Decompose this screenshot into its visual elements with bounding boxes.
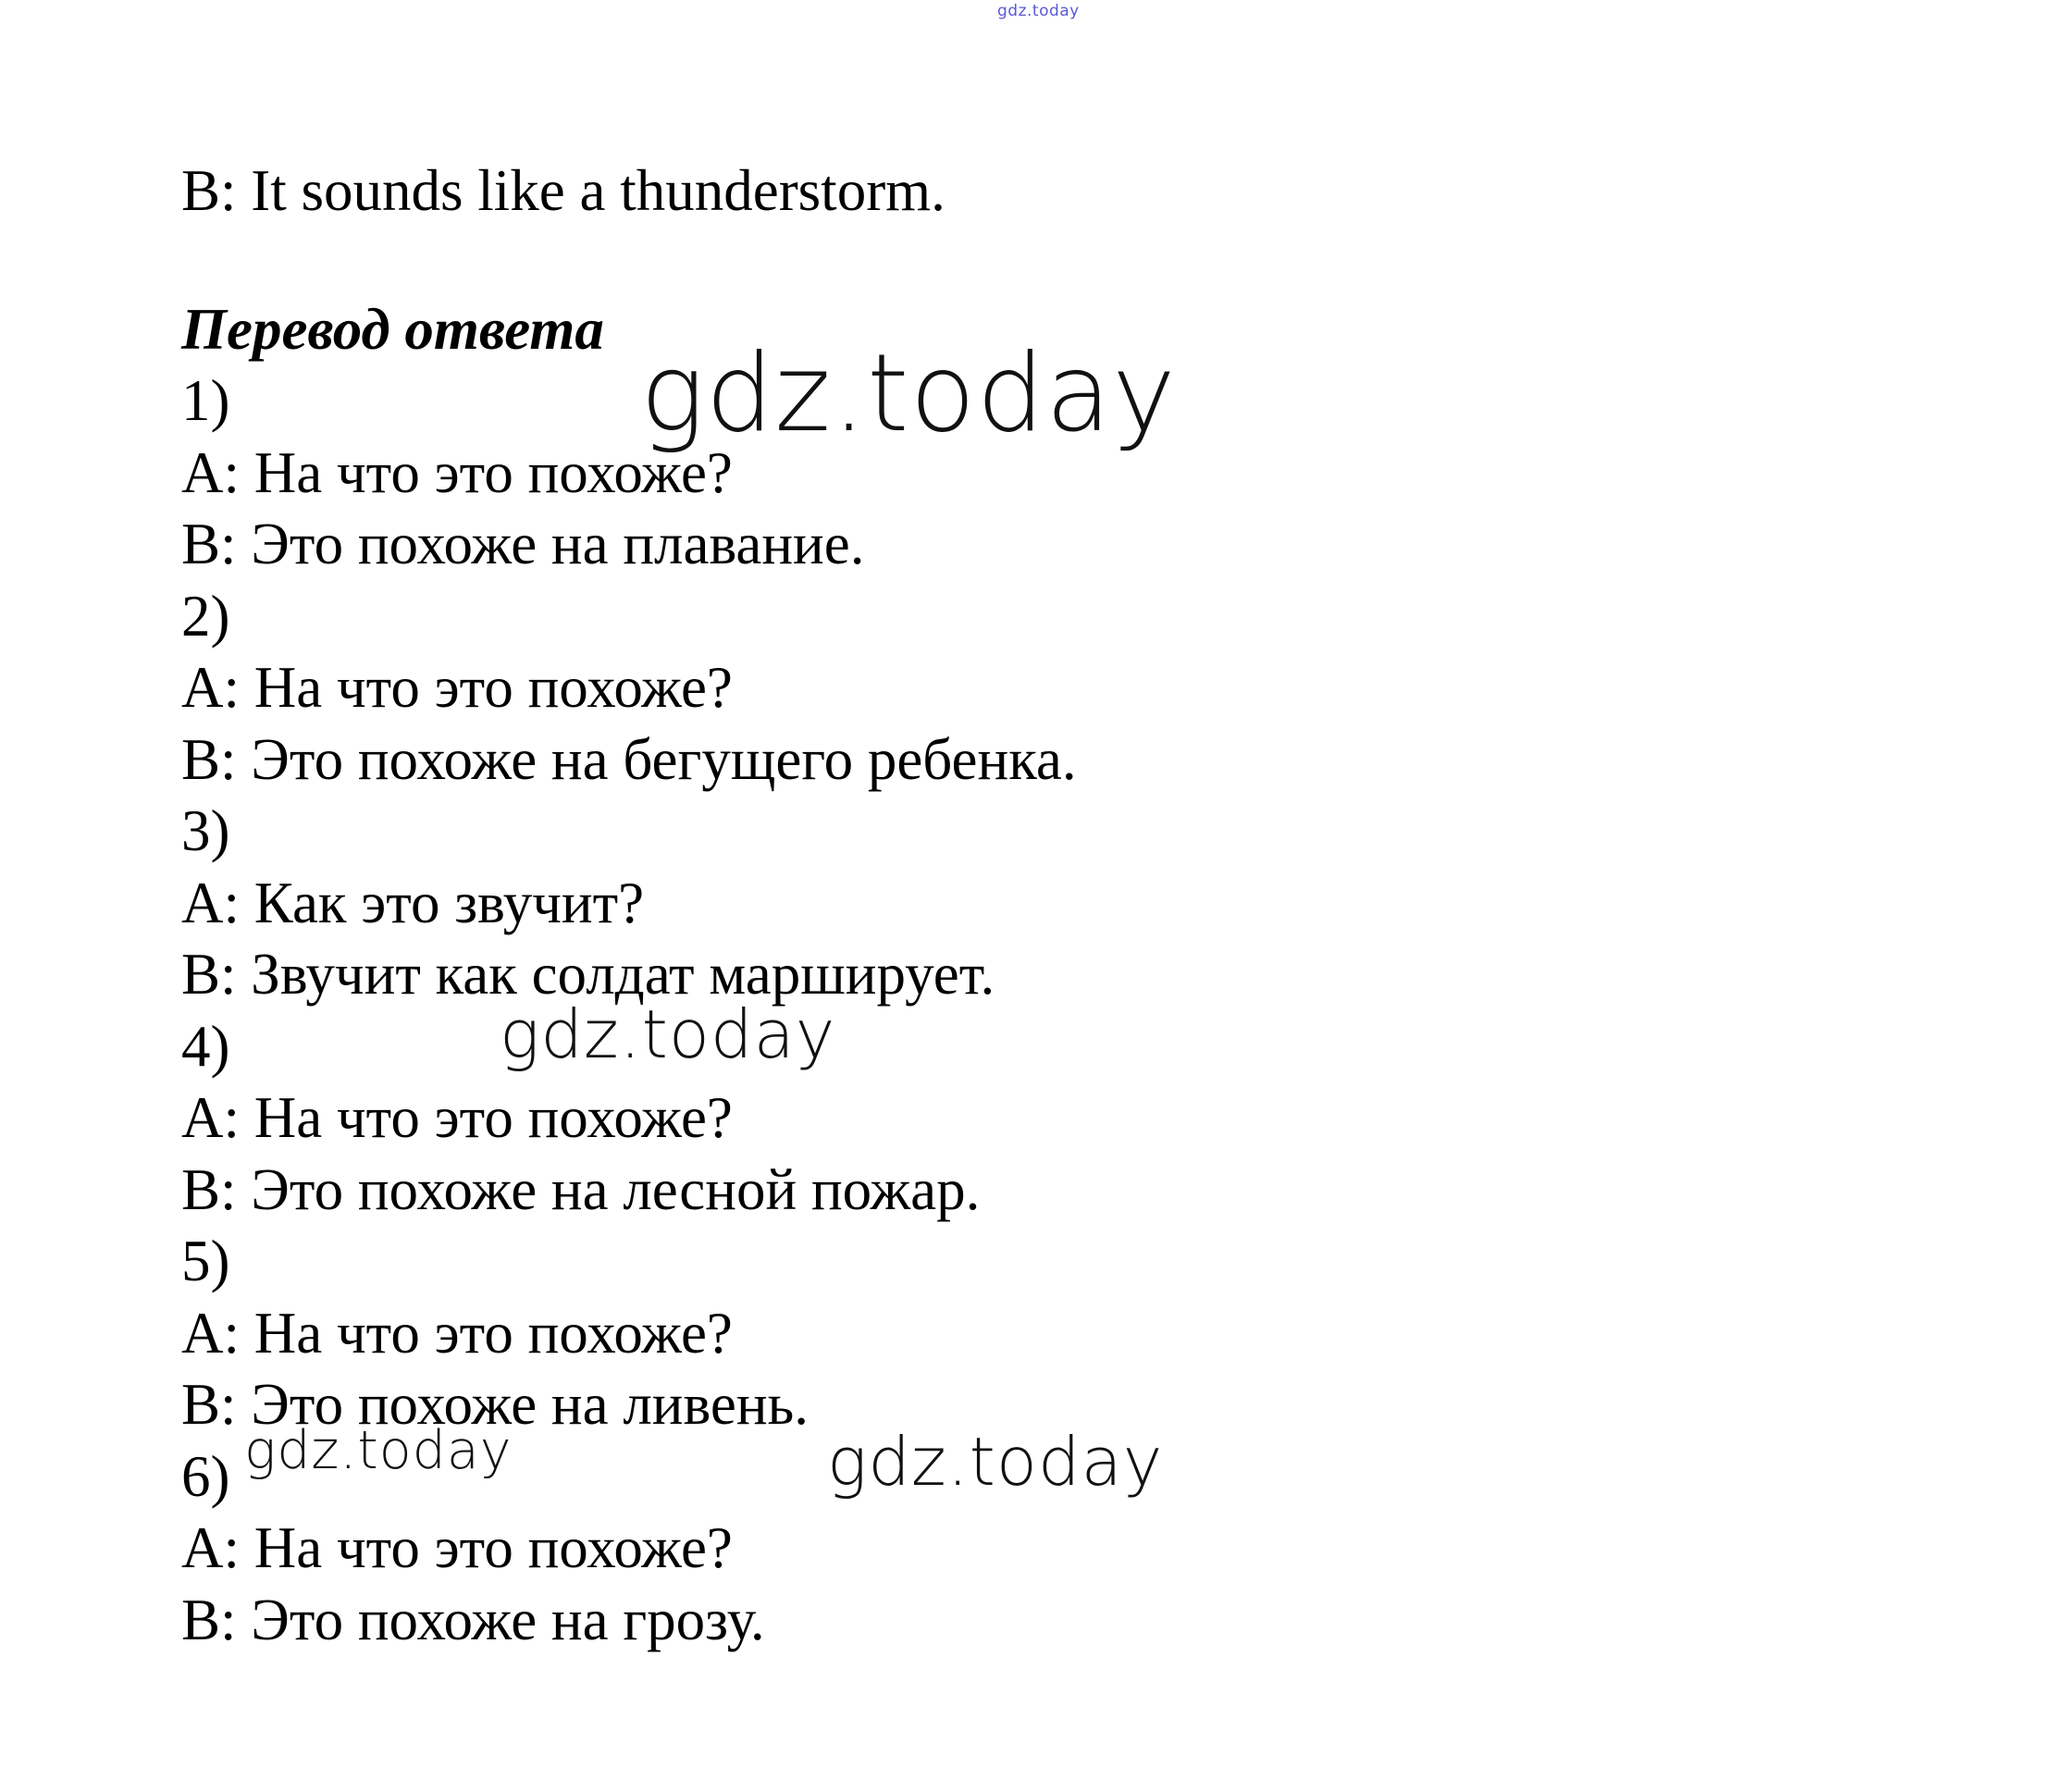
item-question: А: На что это похоже?: [181, 1085, 733, 1150]
item-answer: В: Это похоже на лесной пожар.: [181, 1156, 981, 1222]
item-question: А: На что это похоже?: [181, 1300, 733, 1366]
item-question: А: Как это звучит?: [181, 870, 645, 935]
item-question: А: На что это похоже?: [181, 655, 733, 720]
item-question: А: На что это похоже?: [181, 439, 733, 505]
item-answer: В: Звучит как солдат марширует.: [181, 942, 995, 1007]
intro-line: B: It sounds like a thunderstorm.: [181, 158, 945, 223]
watermark-medium: gdz.today: [500, 995, 836, 1073]
watermark-small: gdz.today: [244, 1420, 513, 1481]
item-number: 6): [181, 1443, 230, 1509]
site-watermark-top: gdz.today: [997, 2, 1080, 20]
item-answer: В: Это похоже на грозу.: [181, 1587, 765, 1652]
item-number: 5): [181, 1229, 230, 1293]
item-question: А: На что это похоже?: [181, 1515, 733, 1580]
item-answer: В: Это похоже на ливень.: [181, 1372, 810, 1437]
item-number: 4): [181, 1013, 230, 1079]
section-heading: Перевод ответа: [181, 297, 604, 362]
spacer: [181, 227, 1569, 294]
watermark-large: gdz.today: [640, 331, 1177, 456]
watermark-medium-right: gdz.today: [827, 1423, 1164, 1501]
item-number: 3): [181, 798, 230, 863]
item-number: 1): [181, 368, 230, 433]
item-number: 2): [181, 583, 230, 649]
item-answer: В: Это похоже на плавание.: [181, 512, 865, 576]
item-answer: В: Это похоже на бегущего ребенка.: [181, 726, 1077, 792]
